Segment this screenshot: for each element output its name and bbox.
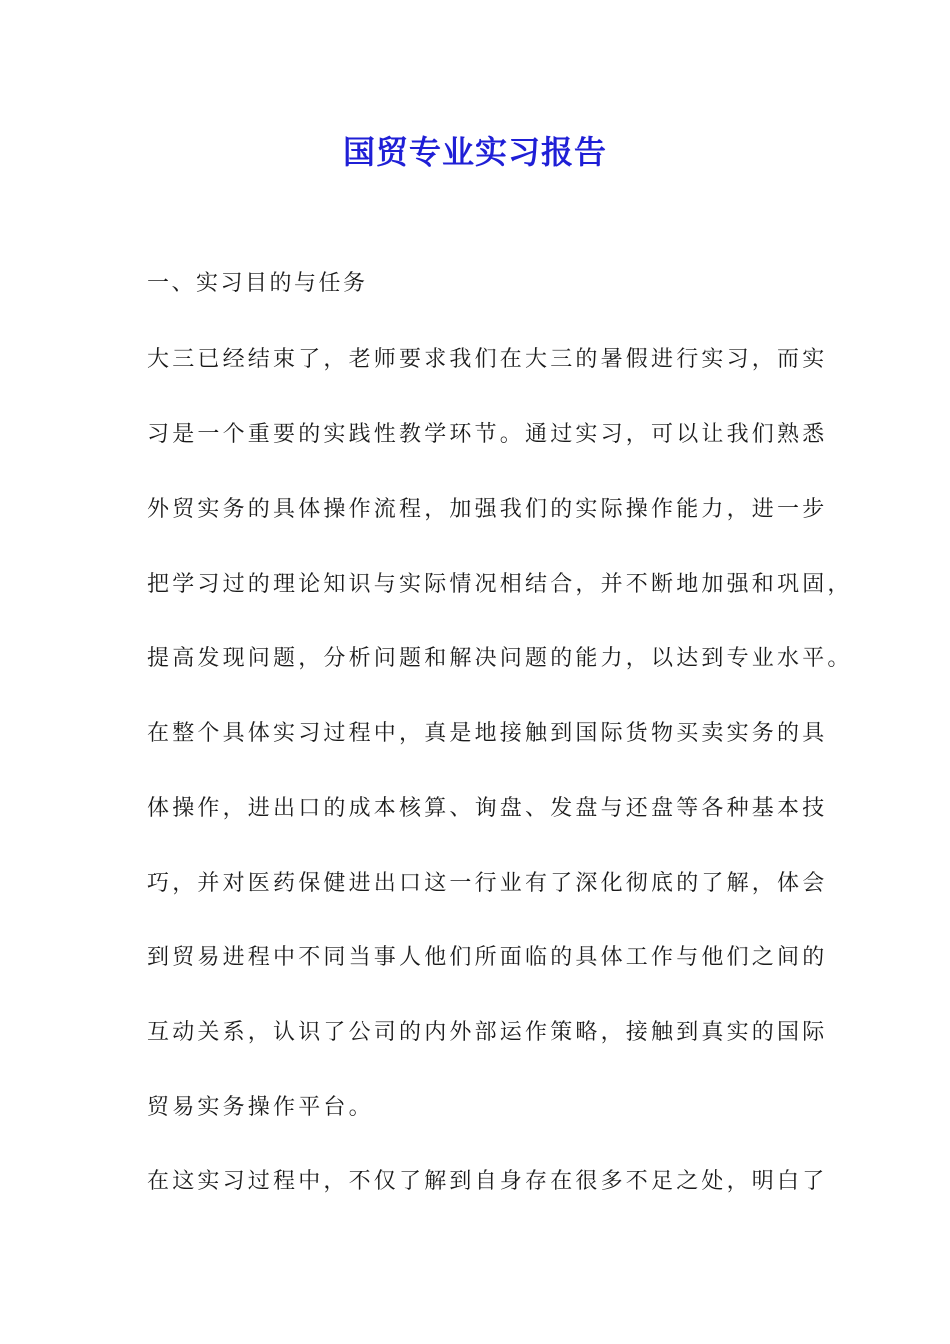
paragraph-1-line-5: 提高发现问题，分析问题和解决问题的能力，以达到专业水平。 xyxy=(147,646,853,671)
document-title: 国贸专业实习报告 xyxy=(342,133,607,171)
paragraph-1-line-3: 外贸实务的具体操作流程，加强我们的实际操作能力，进一步 xyxy=(147,497,828,522)
section-heading: 一、实习目的与任务 xyxy=(147,271,368,296)
paragraph-1-line-2: 习是一个重要的实践性教学环节。通过实习，可以让我们熟悉 xyxy=(147,422,828,447)
paragraph-2-line-6: 贸易实务操作平台。 xyxy=(147,1095,374,1120)
paragraph-1-line-4: 把学习过的理论知识与实际情况相结合，并不断地加强和巩固， xyxy=(147,572,853,597)
paragraph-2-line-5: 互动关系，认识了公司的内外部运作策略，接触到真实的国际 xyxy=(147,1020,828,1045)
paragraph-2-line-4: 到贸易进程中不同当事人他们所面临的具体工作与他们之间的 xyxy=(147,945,828,970)
paragraph-2-line-1: 在整个具体实习过程中，真是地接触到国际货物买卖实务的具 xyxy=(147,721,828,746)
paragraph-2-line-2: 体操作，进出口的成本核算、询盘、发盘与还盘等各种基本技 xyxy=(147,796,828,821)
paragraph-2-line-3: 巧，并对医药保健进出口这一行业有了深化彻底的了解，体会 xyxy=(147,871,828,896)
paragraph-1-line-1: 大三已经结束了，老师要求我们在大三的暑假进行实习，而实 xyxy=(147,347,828,372)
paragraph-3-line-1: 在这实习过程中，不仅了解到自身存在很多不足之处，明白了 xyxy=(147,1169,828,1194)
